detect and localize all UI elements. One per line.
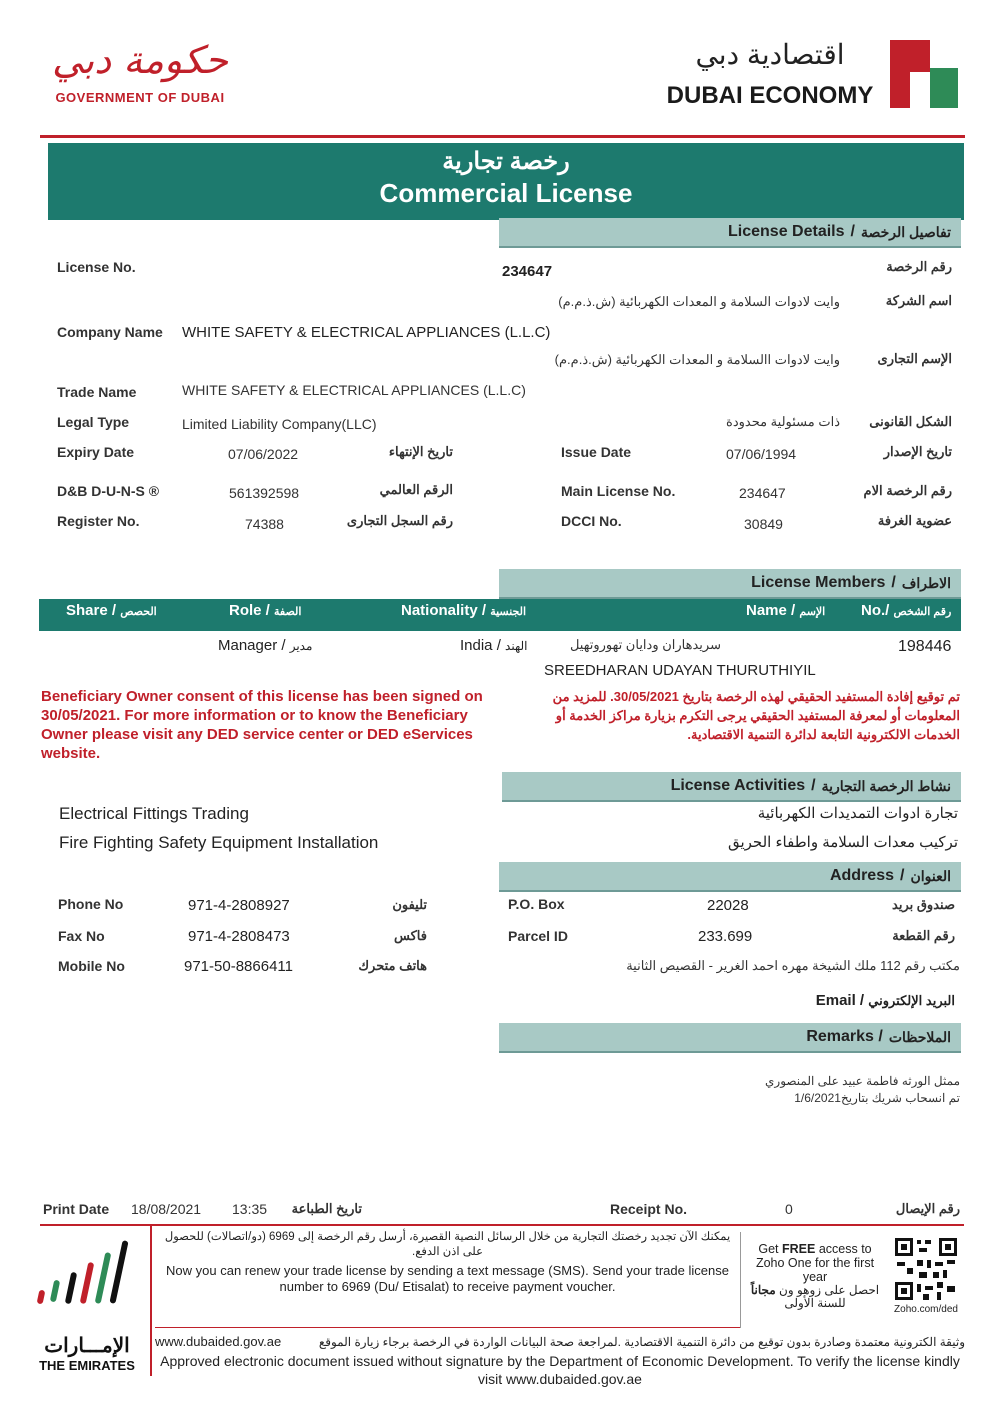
sms-renewal-box (155, 1230, 740, 1328)
receipt-ar-label: رقم الإيصال (895, 1201, 960, 1216)
legal-type-ar-label: الشكل القانونى (869, 414, 952, 429)
zoho-promo-box[interactable] (740, 1232, 965, 1328)
expiry-date-value: 07/06/2022 (228, 446, 299, 462)
column-no-en: No./ (861, 602, 890, 619)
beneficiary-notice-ar: تم توقيع إفادة المستفيد الحقيقي لهذه الرخصة بتاريخ 30/05/2021. للمزيد من المعلومات أو لمعرفة المستفيد الحقيقي يرجى التكرم بزيارة مراكز الخدمة أو الخدمات الالكترونية التابعة لدائرة التنمية الاقتصادية. (552, 689, 960, 742)
emirates-english: THE EMIRATES (39, 1358, 135, 1373)
phone-value: 971-4-2808927 (188, 897, 290, 914)
email-row (816, 992, 955, 1009)
mobile-ar-label: هاتف متحرك (358, 958, 427, 973)
dubai-economy-logo (660, 38, 965, 113)
duns-value: 561392598 (229, 485, 300, 501)
print-date-value: 18/08/2021 (131, 1201, 202, 1217)
sms-renewal-en: Now you can renew your trade license by sending a text message (SMS). Send your trade license number to 6969 (Du/ Etisalat) to receive payment voucher. (166, 1263, 729, 1294)
print-time-value: 13:35 (232, 1201, 268, 1217)
legal-type-label: Legal Type (57, 414, 130, 430)
member-role-ar: مدير (289, 639, 313, 653)
column-name-ar: الإسم (799, 606, 826, 618)
license-no-value: 234647 (502, 263, 553, 280)
fax-label: Fax No (58, 928, 105, 944)
license-details-heading-ar: تفاصيل الرخصة (860, 223, 951, 240)
mobile-label: Mobile No (58, 958, 125, 974)
pobox-label: P.O. Box (508, 896, 565, 912)
license-members-header (499, 569, 961, 599)
license-details-header (499, 218, 961, 248)
activity-item (59, 833, 961, 859)
receipt-value: 0 (785, 1201, 793, 1217)
qr-code-icon[interactable] (893, 1236, 959, 1302)
economy-logo-arabic: اقتصادية دبي (695, 39, 845, 70)
zoho-promo-ar (745, 1284, 885, 1310)
register-no-ar-label: رقم السجل التجارى (346, 513, 453, 528)
footer-vertical-divider (150, 1226, 152, 1376)
member-role (218, 637, 312, 654)
legal-type-ar-value: ذات مسئولية محدودة (726, 414, 840, 429)
column-role-en: Role / (229, 602, 270, 619)
column-share-ar: الحصص (120, 606, 157, 618)
zoho-url[interactable]: Zoho.com/ded (894, 1304, 958, 1315)
license-activities-heading-ar: نشاط الرخصة التجارية (821, 777, 951, 794)
phone-ar-label: تليفون (392, 897, 427, 912)
emirates-stripes-icon (32, 1232, 142, 1332)
heading-separator: / (900, 867, 905, 884)
company-name-label: Company Name (57, 324, 163, 340)
column-name-en: Name / (746, 602, 796, 619)
address-heading-ar: العنوان (910, 867, 951, 884)
sms-renewal-ar: يمكنك الآن تجديد رخصتك التجارية من خلال الرسائل النصية القصيرة، أرسل رقم الرخصة إلى 6969 (دو/اتصالات) للحصول على اذن الدفع. (164, 1231, 731, 1258)
gov-logo-arabic: حكومة دبي (51, 38, 229, 82)
license-no-label: License No. (57, 259, 136, 275)
phone-label: Phone No (58, 896, 124, 912)
zoho-promo-ar-free: مجاناً (750, 1283, 776, 1297)
column-nationality-ar: الجنسية (490, 606, 527, 618)
member-name-en: SREEDHARAN UDAYAN THURUTHIYIL (544, 662, 816, 679)
government-of-dubai-logo (40, 30, 240, 120)
duns-ar-label: الرقم العالمي (379, 482, 453, 497)
zoho-promo-ar-part: للسنة الأولى (784, 1296, 846, 1310)
remarks-heading-ar: الملاحظات (888, 1028, 951, 1045)
member-name-ar: سريدهاران ودايان تهوروتهيل (569, 637, 721, 652)
issue-date-ar-label: تاريخ الإصدار (883, 444, 952, 459)
main-license-value: 234647 (739, 485, 786, 501)
gov-logo-english: GOVERNMENT OF DUBAI (55, 90, 225, 105)
expiry-date-label: Expiry Date (57, 444, 135, 460)
column-no (861, 602, 951, 619)
company-name-value: WHITE SAFETY & ELECTRICAL APPLIANCES (L.L.C) (182, 324, 551, 341)
trade-name-value: WHITE SAFETY & ELECTRICAL APPLIANCES (L.L.C) (182, 382, 526, 398)
legal-type-value: Limited Liability Company(LLC) (182, 416, 377, 432)
license-members-heading-ar: الاطراف (901, 574, 951, 591)
member-role-en: Manager / (218, 637, 286, 654)
address-header (499, 862, 961, 892)
beneficiary-notice-en: Beneficiary Owner consent of this license has been signed on 30/05/2021. For more information or to know the Beneficiary Owner please visit any DED service center or DED eServices website. (41, 688, 483, 762)
company-name-ar-label: اسم الشركة (885, 293, 952, 308)
fax-value: 971-4-2808473 (188, 928, 290, 945)
remarks-header (499, 1023, 961, 1053)
column-no-ar: رقم الشخص (893, 606, 952, 618)
parcel-ar-label: رقم القطعة (892, 928, 955, 943)
remarks-heading-en: Remarks / (806, 1028, 883, 1045)
company-name-ar-value: وايت لادوات السلامة و المعدات الكهربائية (ش.ذ.م.م) (558, 294, 840, 309)
members-table-header (39, 599, 961, 631)
emirates-arabic: الإمـــارات (44, 1335, 130, 1357)
fax-ar-label: فاكس (394, 928, 427, 943)
member-nationality-en: India / (460, 637, 501, 654)
print-date-label: Print Date (43, 1201, 110, 1217)
dubai-economy-emblem (888, 38, 960, 110)
title-english: Commercial License (379, 178, 633, 208)
heading-separator: / (850, 223, 855, 240)
license-members-heading-en: License Members (751, 574, 886, 591)
zoho-promo-en-part: access to Zoho One for the first year (755, 1242, 875, 1284)
bottom-notice-ar: وثيقة الكترونية معتمدة وصادرة بدون توقيع من دائرة التنمية الاقتصادية .لمراجعة صحة البيانات الواردة في الرخصة برجاء زيارة الموقع (318, 1335, 965, 1349)
zoho-promo-en-free: FREE (782, 1242, 816, 1256)
register-no-value: 74388 (245, 516, 284, 532)
pobox-value: 22028 (707, 897, 749, 914)
dcci-no-label: DCCI No. (561, 513, 622, 529)
trade-name-label: Trade Name (57, 384, 137, 400)
pobox-ar-label: صندوق بريد (892, 897, 955, 912)
zoho-promo-ar-part: احصل على زوهو ون (775, 1283, 880, 1297)
issue-date-value: 07/06/1994 (726, 446, 797, 462)
column-share-en: Share / (66, 602, 117, 619)
activity-item (59, 804, 961, 830)
activity-ar: تجارة ادوات التمديدات الكهربائية (757, 805, 958, 822)
heading-separator: / (811, 777, 816, 794)
parcel-value: 233.699 (698, 928, 753, 945)
email-ar-label: البريد الإلكتروني (868, 993, 955, 1008)
activity-ar: تركيب معدات السلامة واطفاء الحريق (727, 834, 958, 851)
footer-divider (40, 1224, 964, 1226)
print-date-ar-label: تاريخ الطباعة (291, 1201, 362, 1216)
column-name (746, 602, 825, 619)
duns-label: D&B D-U-N-S ® (57, 483, 160, 499)
heading-separator: / (891, 574, 896, 591)
title-banner (48, 143, 964, 220)
uae-emirates-logo (32, 1232, 142, 1382)
mobile-value: 971-50-8866411 (184, 958, 293, 975)
member-row (39, 632, 961, 682)
license-activities-header (502, 772, 961, 802)
economy-logo-english: DUBAI ECONOMY (666, 82, 874, 109)
column-nationality-en: Nationality / (401, 602, 487, 619)
bottom-notice-en: Approved electronic document issued without signature by the Department of Economic Development. To verify the license kindly visit www.dubaided.gov.ae (160, 1353, 960, 1387)
license-details-heading-en: License Details (728, 223, 845, 240)
expiry-date-ar-label: تاريخ الإنتهاء (388, 444, 453, 459)
register-no-label: Register No. (57, 513, 140, 529)
activity-en: Electrical Fittings Trading (59, 804, 249, 823)
remarks-line: تم انسحاب شريك بتاريخ1/6/2021 (794, 1091, 960, 1105)
verification-url[interactable]: www.dubaided.gov.ae (155, 1334, 282, 1349)
column-role-ar: الصفة (274, 606, 302, 618)
email-label: Email / (815, 992, 865, 1009)
parcel-label: Parcel ID (508, 928, 568, 944)
issue-date-label: Issue Date (561, 444, 632, 460)
address-heading-en: Address (829, 867, 894, 884)
header-divider (40, 135, 965, 138)
activity-en: Fire Fighting Safety Equipment Installation (59, 833, 379, 852)
dcci-no-ar-label: عضوية الغرفة (877, 513, 952, 528)
main-license-label: Main License No. (561, 483, 676, 499)
column-role (229, 602, 301, 619)
member-nationality-ar: الهند (505, 639, 528, 653)
member-no: 198446 (898, 638, 952, 655)
trade-name-ar-label: الإسم التجارى (877, 351, 952, 366)
zoho-promo-en (745, 1242, 885, 1284)
receipt-label: Receipt No. (610, 1201, 688, 1217)
license-no-ar-label: رقم الرخصة (886, 259, 952, 274)
column-nationality (401, 602, 526, 619)
trade-name-ar-value: وايت لادوات االسلامة و المعدات الكهربائية (ش.ذ.م.م) (554, 352, 840, 367)
column-share (66, 602, 157, 619)
bottom-verification-notice (155, 1334, 965, 1388)
address-ar-value: مكتب رقم 112 ملك الشيخة مهره احمد الغرير - القصيص الثانية (626, 958, 960, 973)
dcci-no-value: 30849 (744, 516, 783, 532)
zoho-promo-en-part: Get (758, 1242, 782, 1256)
main-license-ar-label: رقم الرخصة الام (863, 483, 952, 498)
remarks-line: ممثل الورثه فاطمة عبيد على المنصوري (765, 1074, 960, 1088)
bottom-notice-ar-line (155, 1334, 965, 1350)
license-activities-heading-en: License Activities (670, 777, 806, 794)
title-arabic: رخصة تجارية (442, 148, 570, 175)
